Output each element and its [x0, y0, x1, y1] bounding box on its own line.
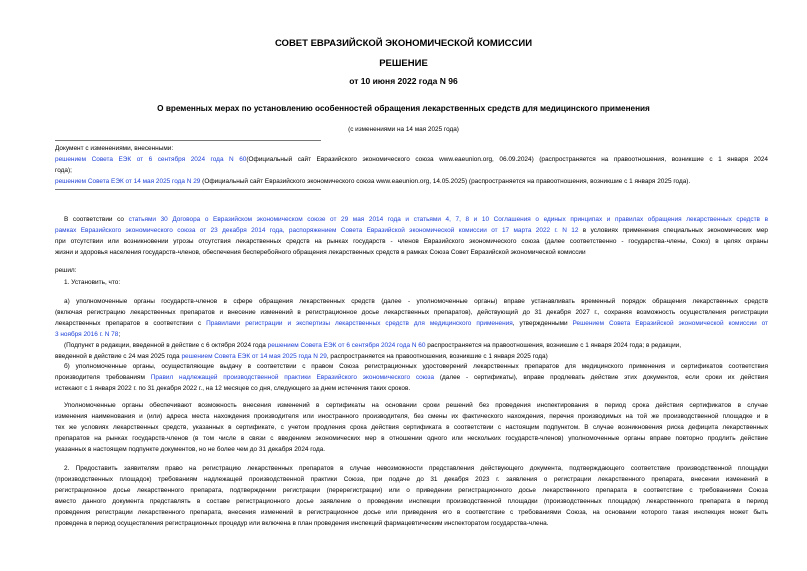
- decision-78-date-link[interactable]: 3 ноября 2016 г. N 78: [55, 331, 119, 338]
- preamble-line-3: при отсутствии или возникновении угрозы отсутствия лекарственных средств на рынках государств - членов Евразийского экономического союза (далее соответственно - государства-члены, Союз) в целях охраны: [55, 238, 768, 245]
- treaty-link[interactable]: статьями 30 Договора о Евразийском экономическом союзе от 29 мая 2014 года и статьями 4, 7, 8 и 10 Соглашения о единых принципах и правилах обращения лекарственных средств в: [128, 216, 768, 223]
- divider-bottom: [55, 189, 321, 190]
- note-link-60[interactable]: решением Совета ЕЭК от 6 сентября 2024 года N 60: [267, 342, 426, 349]
- note-link-29[interactable]: решением Совета ЕЭК от 14 мая 2025 года N 29: [181, 353, 327, 360]
- amendments-intro: Документ с изменениями, внесенными:: [55, 145, 174, 152]
- decision-78-link[interactable]: Решением Совета Евразийской экономической комиссии от: [572, 320, 768, 327]
- divider-top: [55, 140, 321, 141]
- decided-label: решил:: [55, 267, 77, 274]
- document-page: СОВЕТ ЕВРАЗИЙСКОЙ ЭКОНОМИЧЕСКОЙ КОМИССИИ РЕШЕНИЕ от 10 июня 2022 года N 96 О временных мерах по установлению особенностей обращения лекарственных средств для медицинского применения (с изменениями на 14 мая 2025 года) Документ с изменениями, внесенными: решением Совета ЕЭК от 6 сентября 2024 года N 60(Официальный сайт Евразийского экономического союза www.eaeunion.org, 06.09.2024) (распространяется на правоотношения, возникшие с 1 января 2024 года); решением Совета ЕЭК от 14 мая 2025 года N 29 (Официальный сайт Евразийского экономического союза www.eaeunion.org, 14.05.2025) (распространяется на правоотношения, возникшие с 1 января 2025 года). В соответствии со статьями 30 Договора о Евразийском экономическом союзе от 29 мая 2014 года и статьями 4, 7, 8 и 10 Соглашения о единых принципах и правилах обращения лекарственных средств в рамках Евразийского экономического союза от 23 декабря 2014 года, распоряжением Совета Евразийской экономической комиссии от 17 марта 2022 г. N 12 в условиях применения специальных экономических мер при отсутствии или возникновении угрозы отсутствия лекарственных средств на рынках государств - членов Евразийского экономического союза (далее соответственно - государства-члены, Союз) в целях охраны жизни и здоровья населения государств-членов, обеспечения бесперебойного обращения лекарственных средств в рамках Союза Совет Евразийской экономической комиссии решил: 1. Установить, что: а) уполномоченные органы государств-членов в сфере обращения лекарственных средств (далее - уполномоченные органы) вправе устанавливать временный порядок обращения лекарственных средств (включая регистрацию лекарственных препаратов и внесение изменений в регистрационное досье лекарственных препаратов), действующий до 31 декабря 2027 г., сохраняя возможность осуществления регистрации лекарственных препаратов в соответствии с Правилами регистрации и экспертизы лекарственных средств для медицинского применения, утвержденными Решением Совета Евразийской экономической комиссии от 3 ноября 2016 г. N 78; (Подпункт в редакции, введенной в действие с 6 октября 2024 года решением Совета ЕЭК от 6 сентября 2024 года N 60 распространяется на правоотношения, возникшие с 1 января 2024 года; в редакции, введенной в действие с 24 мая 2025 года решением Совета ЕЭК от 14 мая 2025 года N 29, распространяется на правоотношения, возникшие с 1 января 2025 года) б) уполномоченные органы, осуществляющие выдачу в соответствии с правом Союза регистрационных удостоверений лекарственных препаратов для медицинского применения и сертификатов соответствия производителя требованиям Правил надлежащей производственной практики Евразийского экономического союза (далее - сертификаты), вправе продлевать действие этих документов, если сроки их действия истекают с 1 января 2022 г. по 31 декабря 2022 г., на 12 месяцев со дня, следующего за днем истечения таких сроков. Уполномоченные органы обеспечивают возможность внесения изменений в сертификаты на основании сроки решений без проведения инспектирования в период срока действия сертификатов в случае изменения наименования и (или) адреса места нахождения производителя или иностранного производителя, без смены их фактического нахождения, перечня производимых на той же производственной площадке и в тех же условиях лекарственных средств, указанных в сертификате, с учетом продления срока действия сертификата в соответствии с настоящим подпунктом. В случае возникновения риска дефицита лекарственных препаратов на рынках государств-членов (в том числе в связи с введением экономических мер в отношении одного или нескольких государств-членов) уполномоченные органы вправе повторно продлить действие указанных в настоящем подпункте документов, но не более чем до 31 декабря 2024 года. 2. Предоставить заявителям право на регистрацию лекарственных препаратов в случае невозможности представления действующего документа, подтверждающего соответствие производственной площадки (производственных площадок) требованиям надлежащей производственной практики Союза, при подаче до 31 декабря 2023 г. заявления о регистрации лекарственного препарата, внесении изменений в регистрационное досье лекарственного препарата, подтверждении регистрации (перерегистрации) или о приведении регистрационного досье лекарственного препарата в соответствие с требованиями Союза вместо данного документа представлять в составе регистрационного досье заявление о проведении инспекции производственной площадки (производственных площадок) лекарственного препарата в период проведения регистрации лекарственного препарата, внесения изменений в регистрационное досье или приведения его в соответствие с требованиями Союза, на основании которого такая инспекция может быть проведена в период осуществления регистрационных процедур или включена в план проведения инспекций фармацевтическим инспекторатом государства-члена.: [0, 0, 807, 571]
- amendment-line-1: решением Совета ЕЭК от 6 сентября 2024 года N 60(Официальный сайт Евразийского экономического союза www.eaeunion.org, 06.09.2024) (распространяется на правоотношения, возникшие с 1 января 2024: [55, 156, 768, 163]
- amendment-link-29[interactable]: решением Совета ЕЭК от 14 мая 2025 года N 29: [55, 178, 201, 185]
- directive-link[interactable]: рамках Евразийского экономического союза от 23 декабря 2014 года, распоряжением Совета Евразийской экономической комиссии от 17 марта 2022 г. N 12: [55, 227, 579, 234]
- amendment-link-60[interactable]: решением Совета ЕЭК от 6 сентября 2024 года N 60: [55, 156, 247, 163]
- issuing-body: СОВЕТ ЕВРАЗИЙСКОЙ ЭКОНОМИЧЕСКОЙ КОМИССИИ: [274, 38, 533, 49]
- preamble-line-2: рамках Евразийского экономического союза от 23 декабря 2014 года, распоряжением Совета Евразийской экономической комиссии от 17 марта 2022 г. N 12 в условиях применения специальных экономических мер: [55, 227, 768, 234]
- document-date: от 10 июня 2022 года N 96: [349, 76, 458, 86]
- amendment-line-2: решением Совета ЕЭК от 14 мая 2025 года N 29 (Официальный сайт Евразийского экономического союза www.eaeunion.org, 14.05.2025) (распространяется на правоотношения, возникшие с 1 января 2025 года).: [55, 178, 691, 185]
- preamble-line-4: жизни и здоровья населения государств-членов, обеспечения бесперебойного обращения лекарственных средств в рамках Союза Совет Евразийской экономической комиссии: [55, 249, 586, 256]
- registration-rules-link[interactable]: Правилами регистрации и экспертизы лекарственных средств для медицинского применения: [206, 320, 513, 327]
- document-title: О временных мерах по установлению особенностей обращения лекарственных средств для медицинского применения: [157, 104, 650, 113]
- amendment-line-1-cont: года);: [55, 167, 72, 174]
- gmp-rules-link[interactable]: Правил надлежащей производственной практики Евразийского экономического союза: [150, 374, 435, 381]
- amendment-note: (с изменениями на 14 мая 2025 года): [348, 126, 459, 133]
- document-type: РЕШЕНИЕ: [379, 58, 428, 69]
- item-1-heading: 1. Установить, что:: [64, 279, 121, 286]
- preamble-line-1: В соответствии со статьями 30 Договора о Евразийском экономическом союзе от 29 мая 2014 года и статьями 4, 7, 8 и 10 Соглашения о единых принципах и правилах обращения лекарственных средств в: [64, 216, 768, 223]
